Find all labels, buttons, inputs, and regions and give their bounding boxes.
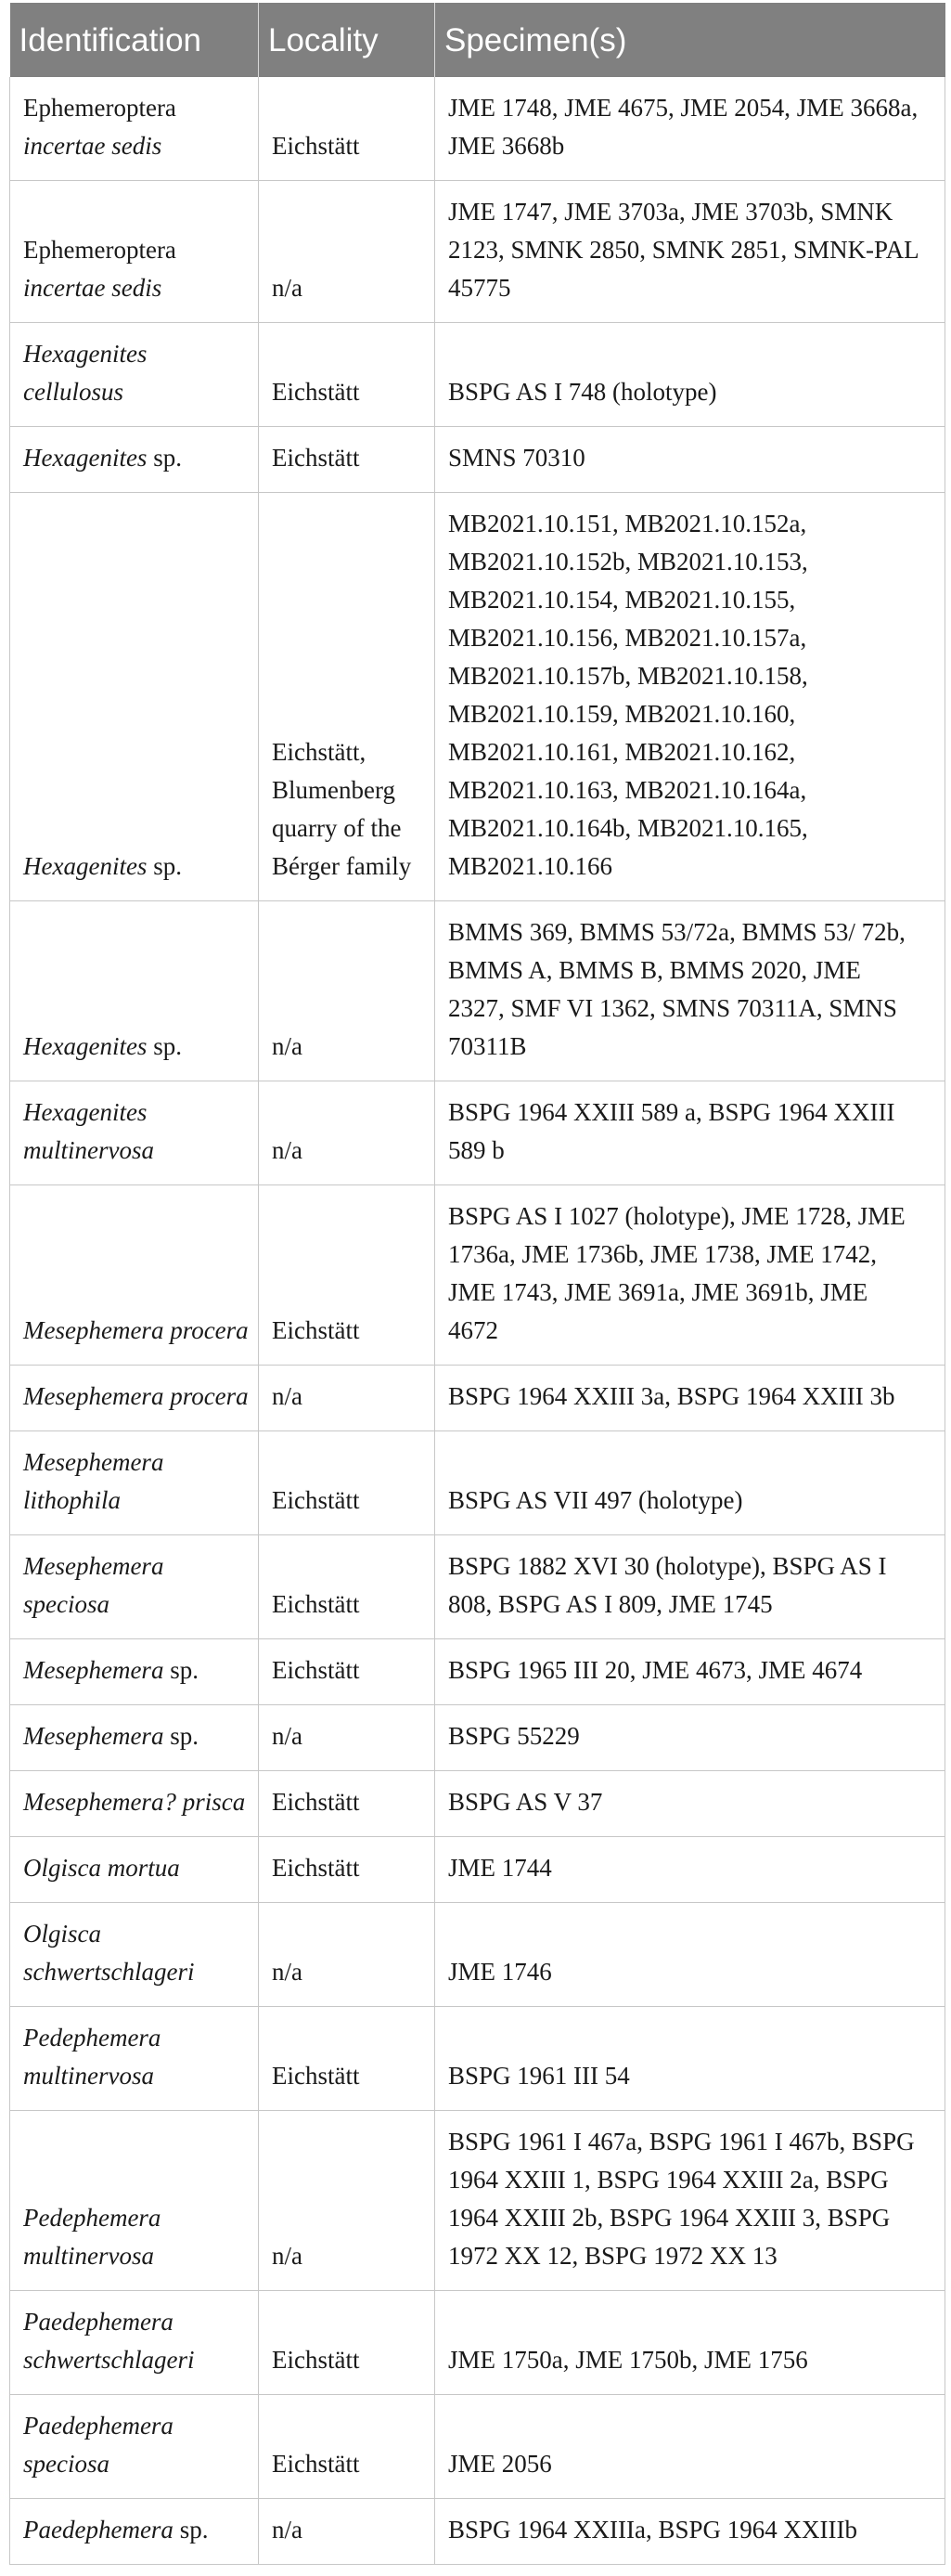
taxon-plain: sp. [163,1722,199,1750]
taxon-italic: Hexagenites cellulosus [23,340,148,406]
table-row [10,2395,945,2499]
locality-cell: Eichstätt [259,77,435,181]
table-row [10,901,945,1081]
taxon-italic: Hexagenites [23,1032,148,1060]
table-row [10,2111,945,2291]
identification-cell [10,1771,259,1837]
specimens-cell: JME 2056 [435,2395,945,2499]
identification-cell [10,493,259,901]
locality-cell: Eichstätt [259,2395,435,2499]
specimens-cell: JME 1750a, JME 1750b, JME 1756 [435,2291,945,2395]
locality-cell: Eichstätt [259,1185,435,1366]
table-body [10,77,945,2565]
locality-cell: n/a [259,2499,435,2565]
locality-cell: Eichstätt [259,1837,435,1903]
identification-cell [10,1837,259,1903]
locality-cell: Eichstätt [259,323,435,427]
identification-cell [10,181,259,323]
table-row [10,323,945,427]
table-row [10,1081,945,1185]
specimens-cell: BSPG 1964 XXIII 589 a, BSPG 1964 XXIII 589 b [435,1081,945,1185]
taxon-italic: Hexagenites [23,444,148,472]
locality-cell: Eichstätt [259,427,435,493]
identification-cell [10,2291,259,2395]
locality-cell: Eichstätt [259,2007,435,2111]
identification-cell [10,77,259,181]
specimens-cell: BSPG 55229 [435,1705,945,1771]
taxon-italic: Mesephemera lithophila [23,1448,164,1514]
taxon-italic: Pedephemera multinervosa [23,2204,161,2270]
table-row [10,1431,945,1535]
table-row [10,1705,945,1771]
table-row [10,2291,945,2395]
identification-cell [10,1639,259,1705]
specimens-cell: BSPG 1961 III 54 [435,2007,945,2111]
table-row [10,1903,945,2007]
taxon-italic: Mesephemera [23,1722,164,1750]
taxon-italic: Paedephemera [23,2516,173,2544]
taxon-italic: Mesephemera speciosa [23,1552,164,1618]
specimens-cell: BMMS 369, BMMS 53/72a, BMMS 53/ 72b, BMMS A, BMMS B, BMMS 2020, JME 2327, SMF VI 1362, SMNS 70311A, SMNS 70311B [435,901,945,1081]
specimens-cell: BSPG AS I 748 (holotype) [435,323,945,427]
identification-cell [10,2395,259,2499]
specimens-cell: JME 1746 [435,1903,945,2007]
taxon-italic: Pedephemera multinervosa [23,2024,161,2090]
identification-cell [10,323,259,427]
table-row [10,2499,945,2565]
locality-cell: n/a [259,1081,435,1185]
taxon-plain: Ephemeroptera [23,236,176,264]
locality-cell: Eichstätt [259,1639,435,1705]
table-row [10,1639,945,1705]
locality-cell: Eichstätt [259,1431,435,1535]
specimens-cell: JME 1747, JME 3703a, JME 3703b, SMNK 2123, SMNK 2850, SMNK 2851, SMNK-PAL 45775 [435,181,945,323]
taxon-plain: sp. [163,1656,199,1684]
identification-cell [10,2499,259,2565]
specimens-cell: BSPG 1961 I 467a, BSPG 1961 I 467b, BSPG 1964 XXIII 1, BSPG 1964 XXIII 2a, BSPG 1964 XXIII 2b, BSPG 1964 XXIII 3, BSPG 1972 XX 12, BSPG 1972 XX 13 [435,2111,945,2291]
table-header [10,3,945,77]
table-row [10,493,945,901]
locality-cell: Eichstätt [259,2291,435,2395]
taxon-plain: sp. [147,444,182,472]
identification-cell [10,1081,259,1185]
locality-cell: Eichstätt [259,1535,435,1639]
locality-cell: n/a [259,2111,435,2291]
taxon-italic: Mesephemera procera [23,1316,249,1344]
table-row [10,181,945,323]
specimens-cell: BSPG AS V 37 [435,1771,945,1837]
locality-cell: n/a [259,1903,435,2007]
specimens-cell: BSPG 1965 III 20, JME 4673, JME 4674 [435,1639,945,1705]
taxon-italic-2: incertae sedis [23,274,162,302]
locality-cell: n/a [259,181,435,323]
taxon-italic: Hexagenites multinervosa [23,1098,154,1164]
header-specimens: Specimen(s) [435,3,945,77]
header-identification: Identification [10,3,259,77]
table-row [10,1771,945,1837]
locality-cell: Eichstätt, Blumenberg quarry of the Bérger family [259,493,435,901]
identification-cell [10,901,259,1081]
taxon-italic: Paedephemera speciosa [23,2412,173,2478]
header-row [10,3,945,77]
locality-cell: n/a [259,901,435,1081]
identification-cell [10,2007,259,2111]
table-row [10,427,945,493]
identification-cell [10,1185,259,1366]
specimens-cell: BSPG AS VII 497 (holotype) [435,1431,945,1535]
identification-cell [10,2111,259,2291]
specimens-cell: MB2021.10.151, MB2021.10.152a, MB2021.10.152b, MB2021.10.153, MB2021.10.154, MB2021.10.155, MB2021.10.156, MB2021.10.157a, MB2021.10.157b, MB2021.10.158, MB2021.10.159, MB2021.10.160, MB2021.10.161, MB2021.10.162, MB2021.10.163, MB2021.10.164a, MB2021.10.164b, MB2021.10.165, MB2021.10.166 [435,493,945,901]
taxon-italic: Hexagenites [23,852,148,880]
specimen-table [9,3,945,2565]
table-row [10,1366,945,1431]
specimens-cell: JME 1744 [435,1837,945,1903]
taxon-italic: Mesephemera? prisca [23,1788,246,1816]
taxon-plain: sp. [147,1032,182,1060]
table-row [10,1837,945,1903]
taxon-italic: Mesephemera [23,1656,164,1684]
specimens-cell: SMNS 70310 [435,427,945,493]
table-row [10,1535,945,1639]
specimens-cell: JME 1748, JME 4675, JME 2054, JME 3668a, JME 3668b [435,77,945,181]
taxon-italic: Mesephemera procera [23,1382,249,1410]
specimens-cell: BSPG AS I 1027 (holotype), JME 1728, JME 1736a, JME 1736b, JME 1738, JME 1742, JME 1743, JME 3691a, JME 3691b, JME 4672 [435,1185,945,1366]
taxon-italic: Olgisca mortua [23,1854,180,1882]
table-row [10,77,945,181]
taxon-italic: Paedephemera schwertschlageri [23,2308,195,2374]
table-row [10,1185,945,1366]
taxon-plain: sp. [147,852,182,880]
locality-cell: n/a [259,1705,435,1771]
identification-cell [10,1431,259,1535]
identification-cell [10,1903,259,2007]
specimens-cell: BSPG 1882 XVI 30 (holotype), BSPG AS I 808, BSPG AS I 809, JME 1745 [435,1535,945,1639]
specimens-cell: BSPG 1964 XXIIIa, BSPG 1964 XXIIIb [435,2499,945,2565]
taxon-italic: Olgisca schwertschlageri [23,1920,195,1986]
identification-cell [10,427,259,493]
taxon-plain: Ephemeroptera [23,94,176,122]
taxon-plain: sp. [173,2516,209,2544]
table-row [10,2007,945,2111]
specimens-cell: BSPG 1964 XXIII 3a, BSPG 1964 XXIII 3b [435,1366,945,1431]
taxon-italic-2: incertae sedis [23,132,162,160]
header-locality: Locality [259,3,435,77]
locality-cell: Eichstätt [259,1771,435,1837]
identification-cell [10,1366,259,1431]
identification-cell [10,1535,259,1639]
locality-cell: n/a [259,1366,435,1431]
identification-cell [10,1705,259,1771]
